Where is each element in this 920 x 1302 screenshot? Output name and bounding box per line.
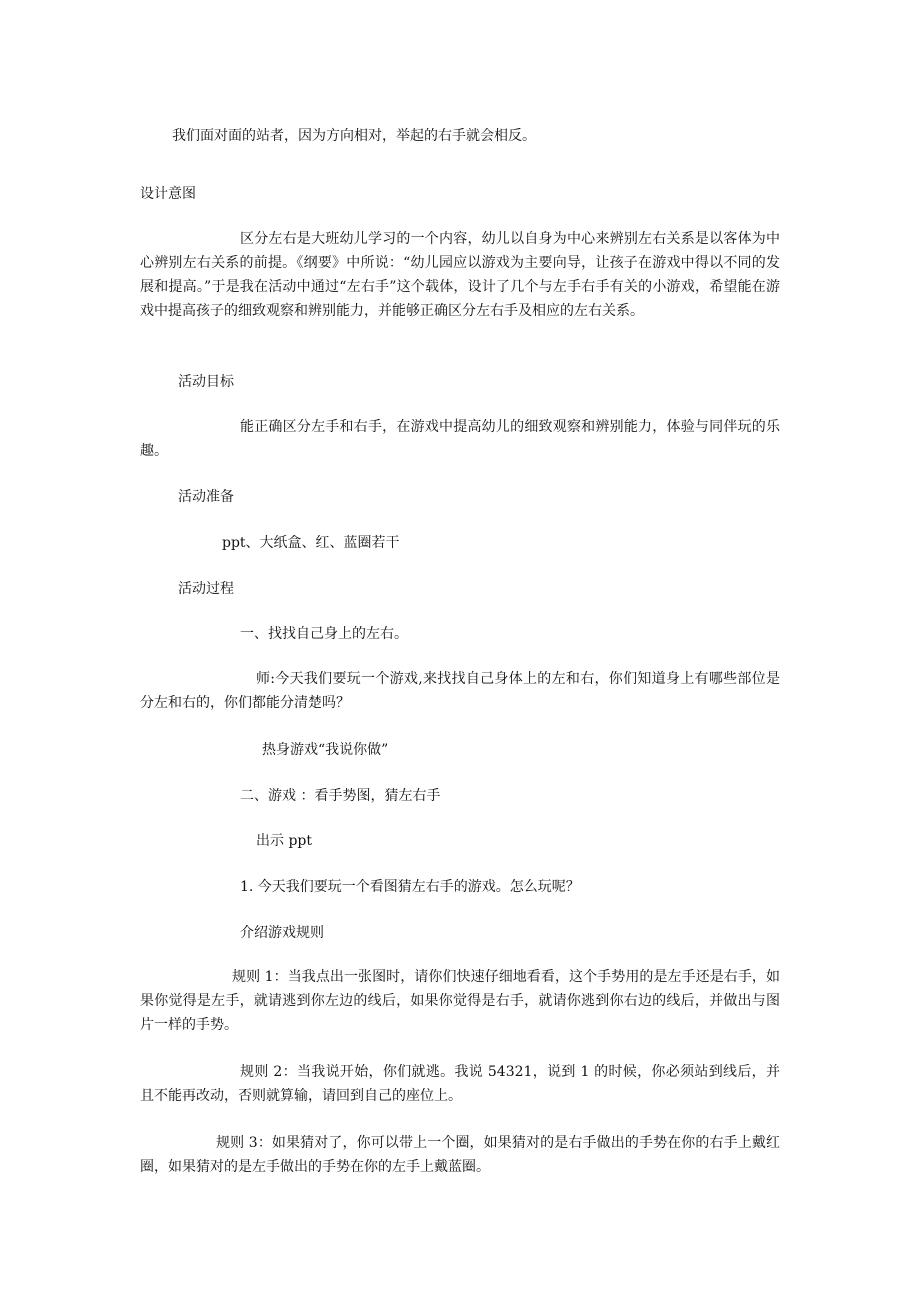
rules-intro: 介绍游戏规则: [240, 925, 324, 941]
goals-body: 能正确区分左手和右手，在游戏中提高幼儿的细致观察和辨别能力，体验与同伴玩的乐趣。: [140, 419, 780, 459]
preparation-body: ppt、大纸盒、红、蓝圈若干: [222, 535, 400, 551]
step2-item-1: 1. 今天我们要玩一个看图猜左右手的游戏。怎么玩呢？: [240, 879, 580, 895]
step1-teacher-paragraph: 师:今天我们要玩一个游戏,来找找自己身体上的左和右，你们知道身上有哪些部位是分左和右的，你们都能分清楚吗？: [140, 671, 780, 711]
rule-2: 规则 2：当我说开始，你们就逃。我说 54321，说到 1 的时候，你必须站到线后，并且不能再改动，否则就算输，请回到自己的座位上。: [140, 1064, 780, 1104]
step1-warmup: 热身游戏“我说你做”: [262, 742, 389, 758]
step2-title: 二、游戏 ：看手势图，猜左右手: [240, 788, 441, 804]
goals-heading: 活动目标: [178, 374, 234, 390]
design-intent-body: 区分左右是大班幼儿学习的一个内容，幼儿以自身为中心来辨别左右关系是以客体为中心辨别左右关系的前提。《纲要》中所说：“幼儿园应以游戏为主要向导，让孩子在游戏中得以不同的发展和提高。”于是我在活动中通过“左右手”这个载体，设计了几个与左手右手有关的小游戏，希望能在游戏中提高孩子的细致观察和辨别能力，并能够正确区分左右手及相应的左右关系。: [140, 231, 780, 319]
preparation-heading: 活动准备: [178, 489, 234, 505]
intro-paragraph: 我们面对面的站者，因为方向相对，举起的右手就会相反。: [172, 128, 536, 144]
process-heading: 活动过程: [178, 581, 234, 597]
design-intent-heading: 设计意图: [140, 186, 196, 202]
step2-show-ppt: 出示 ppt: [256, 833, 312, 849]
rule-3: 规则 3：如果猜对了，你可以带上一个圈，如果猜对的是右手做出的手势在你的右手上戴红圈，如果猜对的是左手做出的手势在你的左手上戴蓝圈。: [140, 1135, 780, 1175]
rule-1: 规则 1：当我点出一张图时，请你们快速仔细地看看，这个手势用的是左手还是右手，如果你觉得是左手，就请逃到你左边的线后，如果你觉得是右手，就请你逃到你右边的线后，并做出与图片一样的手势。: [140, 969, 780, 1033]
step1-title: 一、找找自己身上的左右。: [240, 626, 408, 642]
